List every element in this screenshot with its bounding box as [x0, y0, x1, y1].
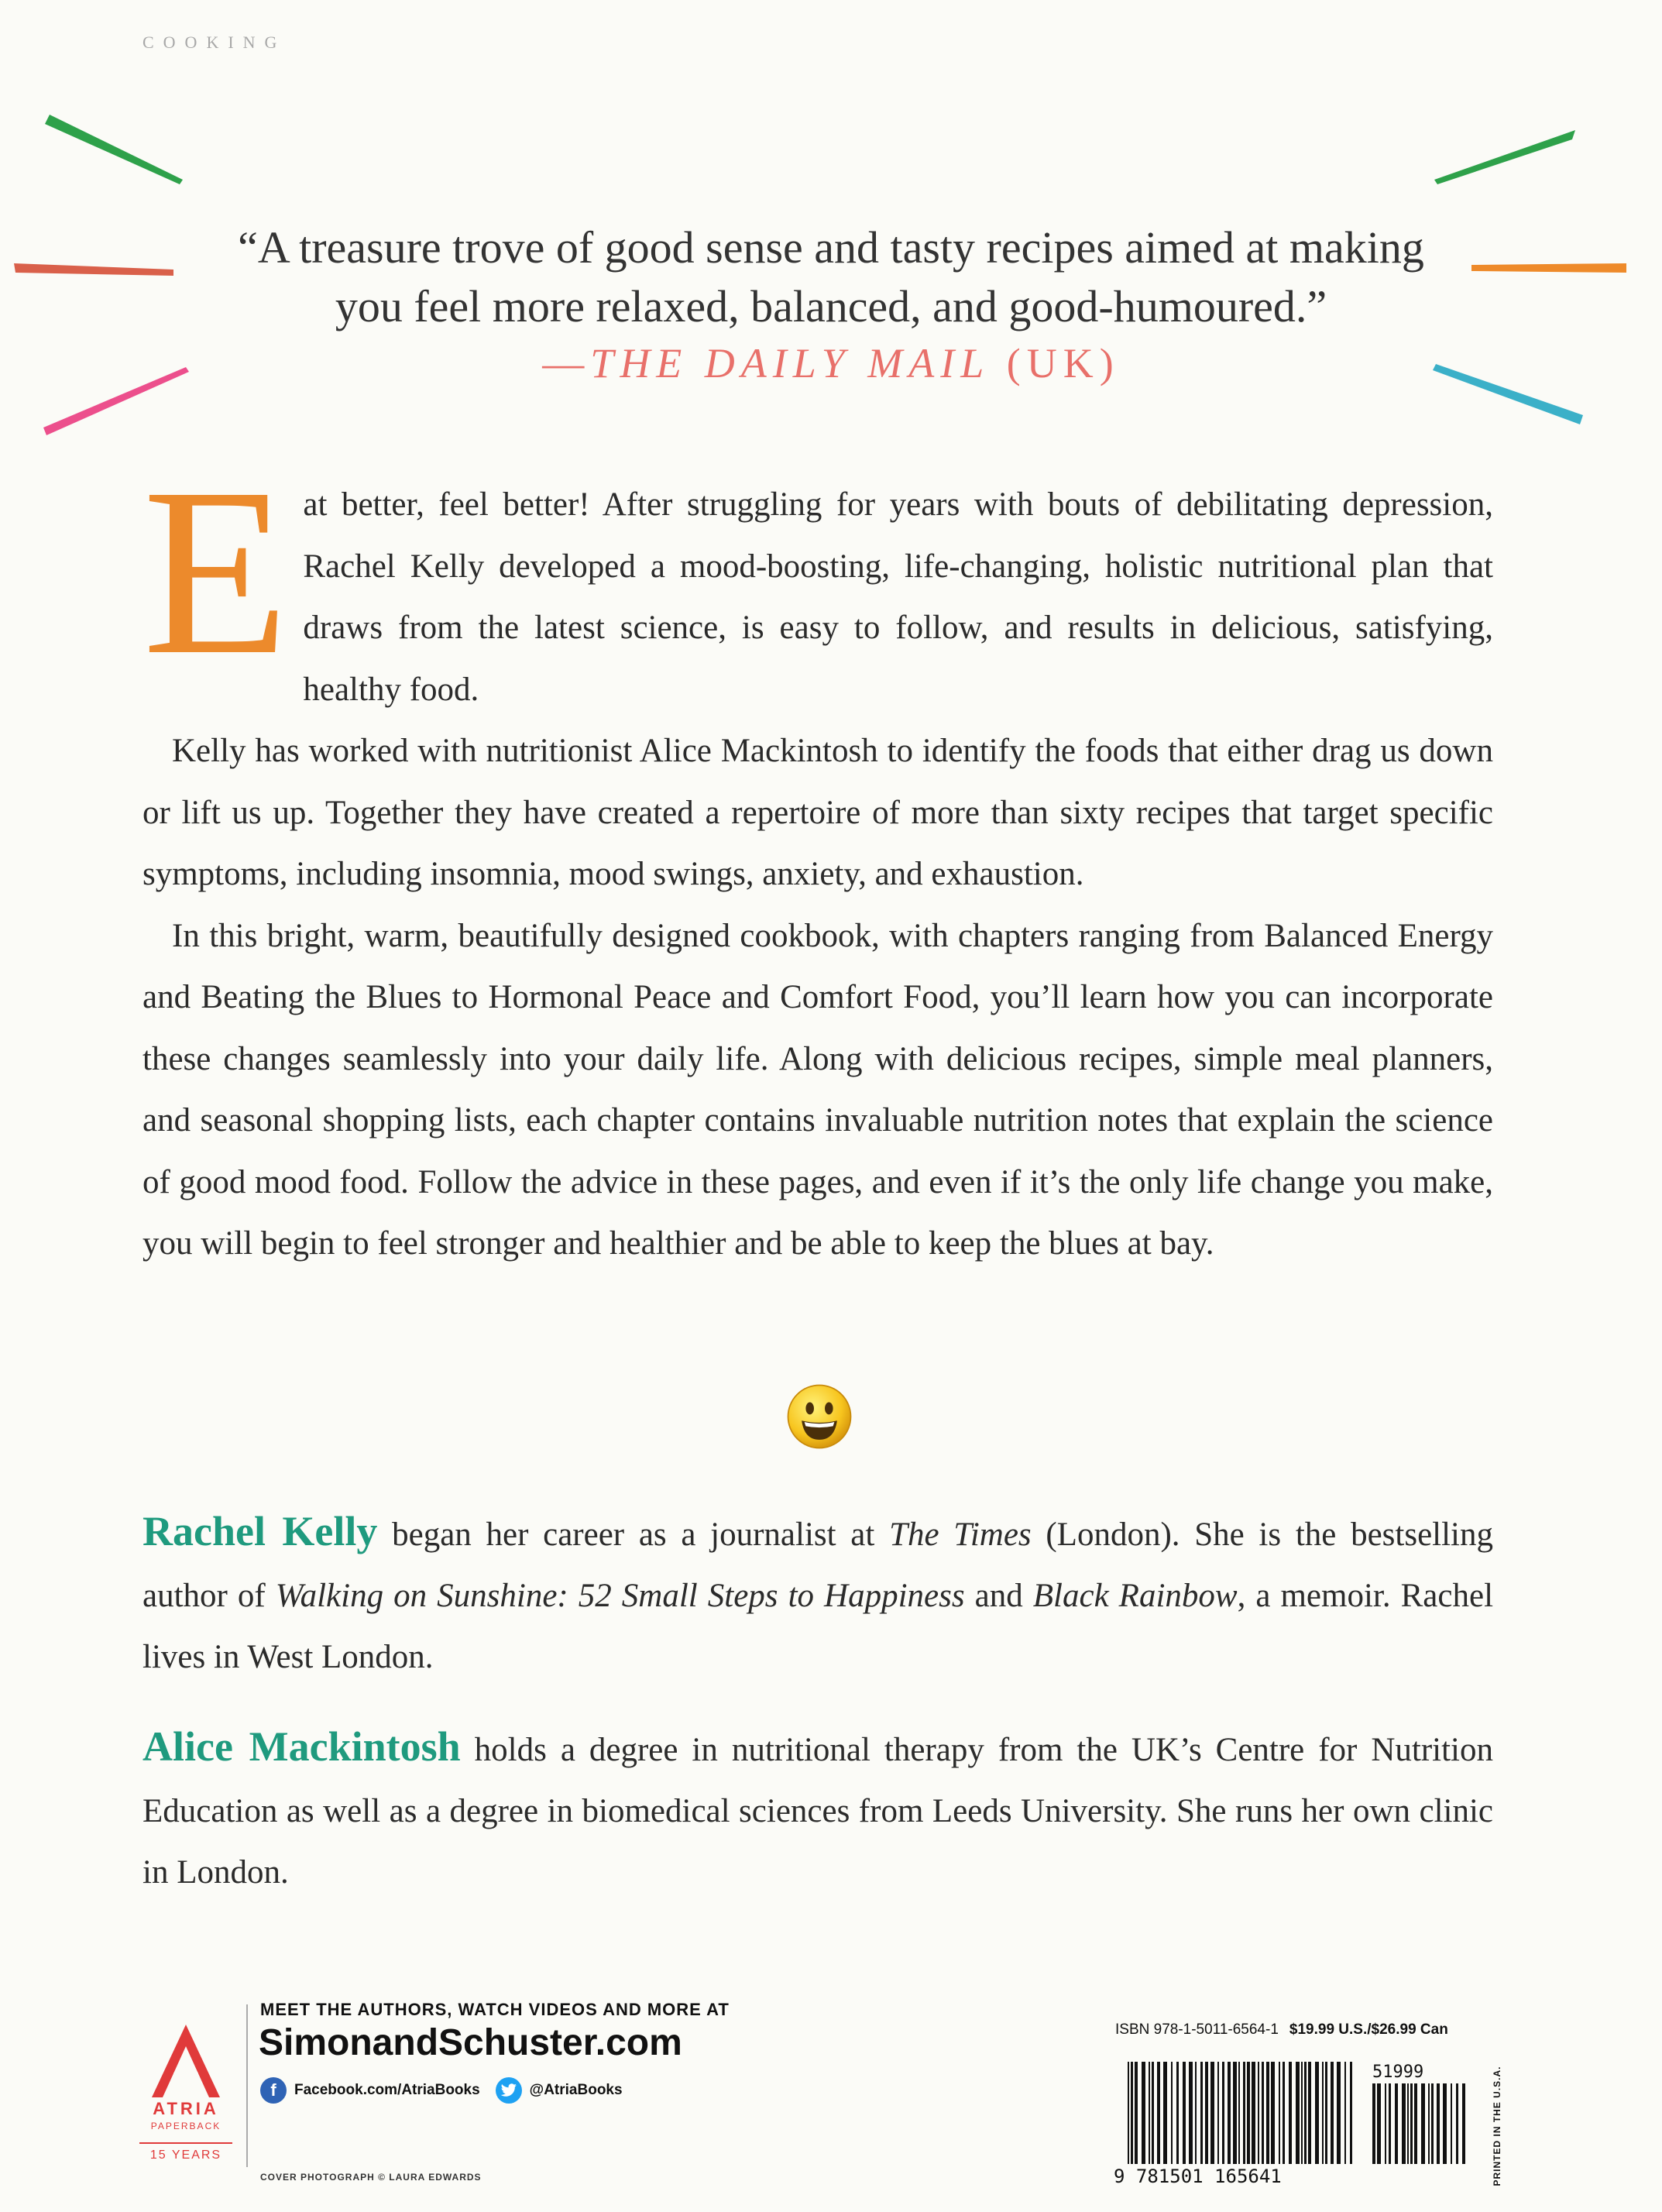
- smiley-face-icon: [785, 1382, 853, 1451]
- description-paragraph-1: [143, 439, 1493, 720]
- author-name-alice-mackintosh: Alice Mackintosh: [143, 1723, 461, 1770]
- barcode-bar: [1243, 2062, 1245, 2164]
- barcode-number: 9 781501 165641: [1114, 2166, 1282, 2187]
- barcode-bar: [1217, 2062, 1219, 2164]
- price: $19.99 U.S./$26.99 Can: [1289, 2021, 1448, 2038]
- publisher-imprint: [139, 2099, 232, 2162]
- barcode-bar: [1266, 2062, 1269, 2164]
- category-label: COOKING: [143, 33, 287, 52]
- bio-text: (London). She is the bestselling author of: [143, 1516, 1494, 1614]
- quote-line-2: you feel more relaxed, balanced, and good-humoured.”: [335, 281, 1327, 331]
- barcode-bar: [1222, 2062, 1224, 2164]
- attribution-source: THE DAILY MAIL: [590, 340, 991, 386]
- barcode-bar: [1410, 2083, 1413, 2164]
- barcode-bar: [1304, 2062, 1307, 2164]
- book-title-1: Walking on Sunshine: 52 Small Steps to Happiness: [275, 1578, 965, 1614]
- barcode-bar: [1301, 2062, 1303, 2164]
- barcode-bar: [1200, 2062, 1203, 2164]
- barcode-bar: [1128, 2062, 1129, 2164]
- book-description: [143, 439, 1493, 1275]
- barcode-bar: [1337, 2062, 1341, 2164]
- barcode-bar: [1279, 2062, 1280, 2164]
- barcode-bar: [1407, 2083, 1409, 2164]
- barcode-bar: [1421, 2083, 1425, 2164]
- barcode-bar: [1431, 2083, 1434, 2164]
- book-title-2: Black Rainbow: [1032, 1578, 1238, 1614]
- twitter-icon: [496, 2077, 522, 2104]
- barcode-bar: [1142, 2062, 1145, 2164]
- barcode-bar: [1325, 2062, 1327, 2164]
- quote-line-1: “A treasure trove of good sense and tasty recipes aimed at making: [238, 222, 1424, 273]
- barcode-bar: [1252, 2062, 1255, 2164]
- printed-in-text: PRINTED IN THE U.S.A.: [1492, 2066, 1502, 2186]
- barcode-bar: [1283, 2062, 1285, 2164]
- facebook-icon: f: [260, 2077, 287, 2104]
- barcode-bar: [1157, 2062, 1160, 2164]
- barcode-bar: [1289, 2062, 1292, 2164]
- back-cover-footer: [0, 1983, 1662, 2212]
- review-quote: [155, 218, 1507, 336]
- printed-in-label: [1485, 2066, 1509, 2186]
- barcode-bar: [1163, 2062, 1167, 2164]
- barcode-bar: [1437, 2083, 1440, 2164]
- barcode-bar: [1189, 2062, 1193, 2164]
- social-links: [260, 2077, 623, 2104]
- barcode-bar: [1308, 2062, 1311, 2164]
- barcode-bar: [1171, 2062, 1173, 2164]
- quote-attribution: [155, 339, 1507, 387]
- barcode-bar: [1414, 2083, 1417, 2164]
- barcode-bar: [1271, 2062, 1275, 2164]
- barcode-bar: [1135, 2062, 1138, 2164]
- twitter-handle: @AtriaBooks: [529, 2082, 623, 2098]
- barcode-bar: [1315, 2062, 1319, 2164]
- barcode-bar: [1131, 2062, 1133, 2164]
- bio-text: began her career as a journalist at: [377, 1516, 890, 1553]
- description-paragraph-2: Kelly has worked with nutritionist Alice Mackintosh to identify the foods that either drag us down or lift us up. Together they have created a repertoire of more than sixty recipes that target specific symptoms, including insomnia, mood swings, anxiety, and exhaustion.: [143, 733, 1493, 892]
- barcode-price-code: 51999: [1372, 2063, 1424, 2082]
- barcode-bar: [1247, 2062, 1250, 2164]
- drop-cap: E: [143, 439, 290, 705]
- description-paragraph-3: In this bright, warm, beautifully designed cookbook, with chapters ranging from Balanced Energy and Beating the Blues to Hormonal Peace and Comfort Food, you’ll learn how you can incorporate these changes seamlessly into your daily life. Along with delicious recipes, simple meal planners, and seasonal shopping lists, each chapter contains invaluable nutrition notes that explain the science of good mood food. Follow the advice in these pages, and even if it’s the only life change you make, you will begin to feel stronger and healthier and be able to keep the blues at bay.: [143, 917, 1493, 1262]
- author-bio-rachel-kelly: [143, 1501, 1493, 1688]
- atria-logo-icon: [139, 2023, 232, 2100]
- publication-title: The Times: [889, 1516, 1032, 1553]
- footer-divider: [246, 2004, 248, 2167]
- publisher-website: SimonandSchuster.com: [259, 2022, 682, 2063]
- isbn-number: ISBN 978-1-5011-6564-1: [1115, 2021, 1279, 2038]
- barcode-bar: [1402, 2083, 1406, 2164]
- bio-text: , a memoir. Rachel lives in West London.: [143, 1578, 1494, 1675]
- bio-text: holds a degree in nutritional therapy from the UK’s Centre for Nutrition Education as well as a degree in biomedical sciences from Leeds University. She runs her own clinic in London.: [143, 1732, 1493, 1891]
- meet-authors-text: MEET THE AUTHORS, WATCH VIDEOS AND MORE AT: [260, 2000, 730, 2019]
- barcode-bar: [1395, 2083, 1398, 2164]
- description-paragraph-1-text: at better, feel better! After struggling for years with bouts of debilitating depression, Rachel Kelly developed a mood-boosting, life-changing, holistic nutritional plan that draws from the latest science, is easy to follow, and results in delicious, satisfying, healthy food.: [303, 486, 1493, 708]
- barcode-bar: [1149, 2062, 1150, 2164]
- bio-text: and: [964, 1578, 1033, 1614]
- facebook-handle: Facebook.com/AtriaBooks: [294, 2082, 480, 2098]
- attribution-country: (UK): [990, 340, 1120, 386]
- barcode-bar: [1176, 2062, 1179, 2164]
- barcode-bar: [1451, 2083, 1452, 2164]
- burst-line-top-right: [1434, 130, 1575, 184]
- barcode-bar: [1385, 2083, 1386, 2164]
- barcode-bar: [1372, 2083, 1375, 2164]
- cover-photo-credit: COVER PHOTOGRAPH © LAURA EDWARDS: [260, 2172, 482, 2183]
- barcode-bar: [1322, 2062, 1324, 2164]
- imprint-name: ATRIA: [153, 2099, 219, 2118]
- barcode-bar: [1389, 2083, 1391, 2164]
- barcode-bar: [1258, 2062, 1259, 2164]
- burst-line-top-left: [45, 115, 183, 184]
- barcode-bar: [1331, 2062, 1334, 2164]
- barcode-bar: [1238, 2062, 1240, 2164]
- barcode-bar: [1456, 2083, 1458, 2164]
- barcode-bar: [1462, 2083, 1465, 2164]
- barcode-bar: [1377, 2083, 1381, 2164]
- barcode-bar: [1262, 2062, 1264, 2164]
- barcode-bar: [1428, 2083, 1430, 2164]
- author-name-rachel-kelly: Rachel Kelly: [143, 1508, 378, 1554]
- burst-line-mid-left: [14, 263, 173, 276]
- imprint-format: PAPERBACK: [150, 2121, 221, 2131]
- attribution-dash: —: [542, 340, 591, 386]
- barcode-bar: [1350, 2062, 1352, 2164]
- barcode-bar: [1228, 2062, 1231, 2164]
- barcode-bar: [1205, 2062, 1208, 2164]
- barcode-bar: [1183, 2062, 1186, 2164]
- barcode-bar: [1195, 2062, 1197, 2164]
- barcode-bar: [1344, 2062, 1346, 2164]
- barcode-bar: [1152, 2062, 1154, 2164]
- barcode-bar: [1233, 2062, 1237, 2164]
- isbn-barcode: [1112, 2057, 1476, 2189]
- barcode-bar: [1443, 2083, 1447, 2164]
- barcode-bar: [1210, 2062, 1214, 2164]
- barcode-bar: [1296, 2062, 1300, 2164]
- imprint-anniversary: 15 YEARS: [139, 2142, 232, 2162]
- isbn-price-line: [1115, 2021, 1448, 2039]
- author-bio-alice-mackintosh: [143, 1716, 1493, 1903]
